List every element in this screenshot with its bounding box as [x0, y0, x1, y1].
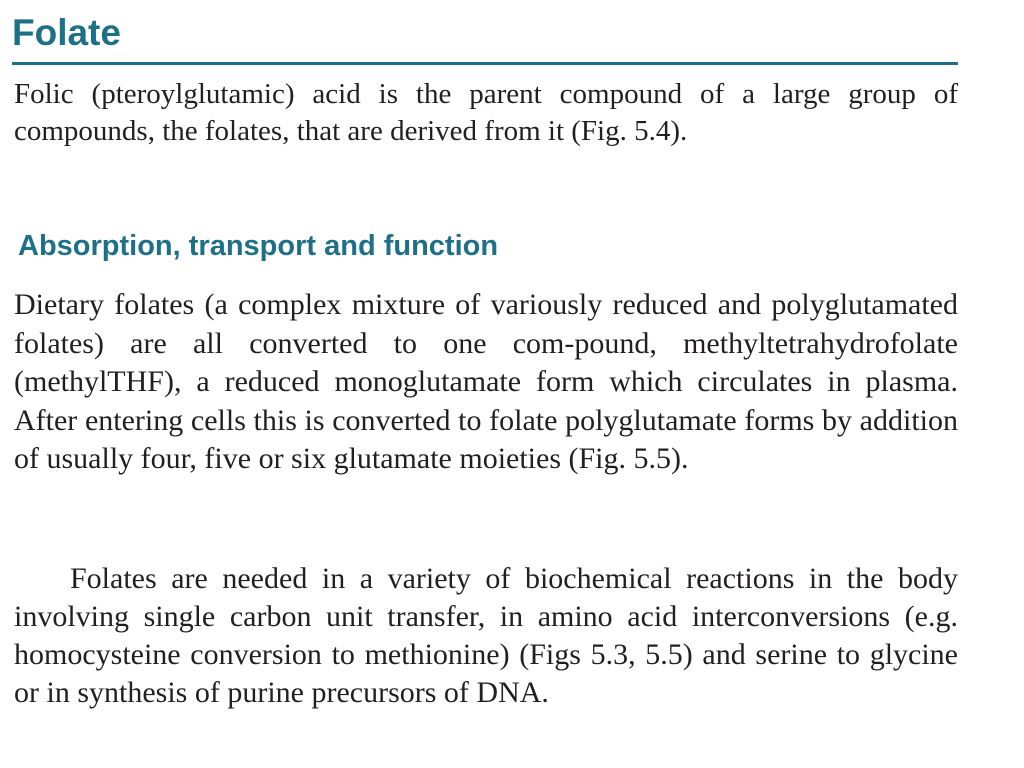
function-paragraph: Folates are needed in a variety of biochemical reactions in the body involving single carbon unit transfer, in amino acid interconversions (e.g. homocysteine conversion to methionine) (Figs 5.3, 5.5) and serine to glycine or in synthesis of purine precursors of DNA. [14, 562, 958, 709]
intro-paragraph: Folic (pteroylglutamic) acid is the parent compound of a large group of compounds, the folates, that are derived from it (Fig. 5.4). [14, 78, 958, 147]
absorption-paragraph: Dietary folates (a complex mixture of variously reduced and polyglutamated folates) are all converted to one com-pound, methyltetrahydrofolate (methylTHF), a reduced monoglutamate form which circulates in plasma. After entering cells this is converted to folate polyglutamate forms by addition of usually four, five or six glutamate moieties (Fig. 5.5). [14, 288, 958, 475]
title-divider [12, 62, 958, 65]
subsection-heading: Absorption, transport and function [18, 230, 499, 262]
section-title: Folate [12, 12, 121, 53]
